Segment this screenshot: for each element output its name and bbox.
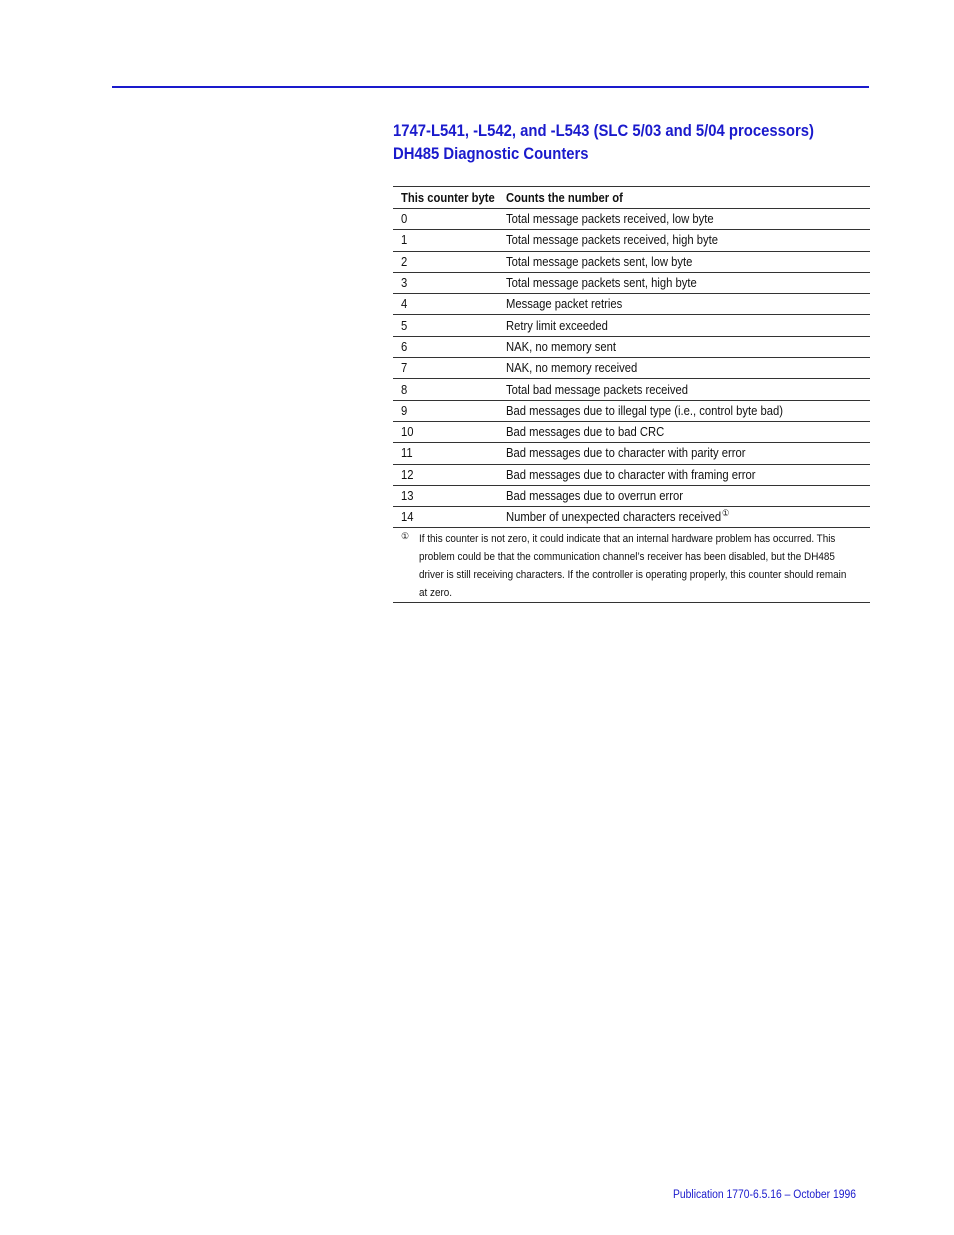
counter-byte-cell: 3 [393,272,506,293]
header-rule [112,86,869,88]
counter-description-cell: Total message packets received, high byte [506,230,870,251]
table-header-row [393,187,870,209]
footnote-line: If this counter is not zero, it could indicate that an internal hardware problem has occurred. This [419,533,836,545]
counter-byte-cell: 6 [393,336,506,357]
column-header-counts: Counts the number of [506,187,870,209]
table-row [393,336,870,357]
table-row [393,315,870,336]
table-row [393,272,870,293]
counter-description-cell: Total message packets sent, high byte [506,272,870,293]
table-row [393,507,870,528]
counter-description-cell: Total message packets sent, low byte [506,251,870,272]
counter-description-cell: Message packet retries [506,294,870,315]
counter-byte-cell: 14 [393,507,506,528]
footnote-line: at zero. [419,587,453,599]
counter-byte-cell: 5 [393,315,506,336]
counter-description-cell: Bad messages due to overrun error [506,485,870,506]
counter-description-cell: Bad messages due to illegal type (i.e., control byte bad) [506,400,870,421]
table-row [393,209,870,230]
counter-description-cell: Bad messages due to character with framing error [506,464,870,485]
counter-description-cell: Total message packets received, low byte [506,209,870,230]
counter-description-cell: Bad messages due to bad CRC [506,421,870,442]
counter-byte-cell: 13 [393,485,506,506]
table-row [393,443,870,464]
table-footnote [393,530,870,603]
column-header-counter-byte: This counter byte [393,187,506,209]
counter-byte-cell: 8 [393,379,506,400]
counter-byte-cell: 1 [393,230,506,251]
table-row [393,251,870,272]
table-row [393,230,870,251]
title-line-2: DH485 Diagnostic Counters [393,145,589,163]
counter-description-cell: Total bad message packets received [506,379,870,400]
table-row [393,400,870,421]
counter-byte-cell: 0 [393,209,506,230]
table-row [393,485,870,506]
counter-byte-cell: 9 [393,400,506,421]
counter-byte-cell: 7 [393,358,506,379]
counter-byte-cell: 10 [393,421,506,442]
table-row [393,421,870,442]
counter-description-cell: Bad messages due to character with parity error [506,443,870,464]
counter-byte-cell: 11 [393,443,506,464]
counter-description-cell: NAK, no memory sent [506,336,870,357]
table-row [393,358,870,379]
counter-byte-cell: 2 [393,251,506,272]
publication-footer: Publication 1770-6.5.16 – October 1996 [673,1189,856,1201]
table-row [393,294,870,315]
counter-byte-cell: 4 [393,294,506,315]
footnote-reference: ① [722,508,730,519]
footnote-mark: ① [401,531,410,541]
counter-description-cell: Number of unexpected characters received① [506,507,870,528]
page-title [393,120,821,166]
title-line-1: 1747-L541, -L542, and -L543 (SLC 5/03 and 5/04 processors) [393,122,814,140]
footnote-line: driver is still receiving characters. If the controller is operating properly, this counter should remain [419,569,847,581]
counter-byte-cell: 12 [393,464,506,485]
footnote-line: problem could be that the communication channel’s receiver has been disabled, but the DH485 [419,551,835,563]
counter-description-cell: Retry limit exceeded [506,315,870,336]
counter-description-cell: NAK, no memory received [506,358,870,379]
table-row [393,464,870,485]
diagnostic-counters-table [393,186,870,528]
footnote-text [419,530,869,602]
table-row [393,379,870,400]
